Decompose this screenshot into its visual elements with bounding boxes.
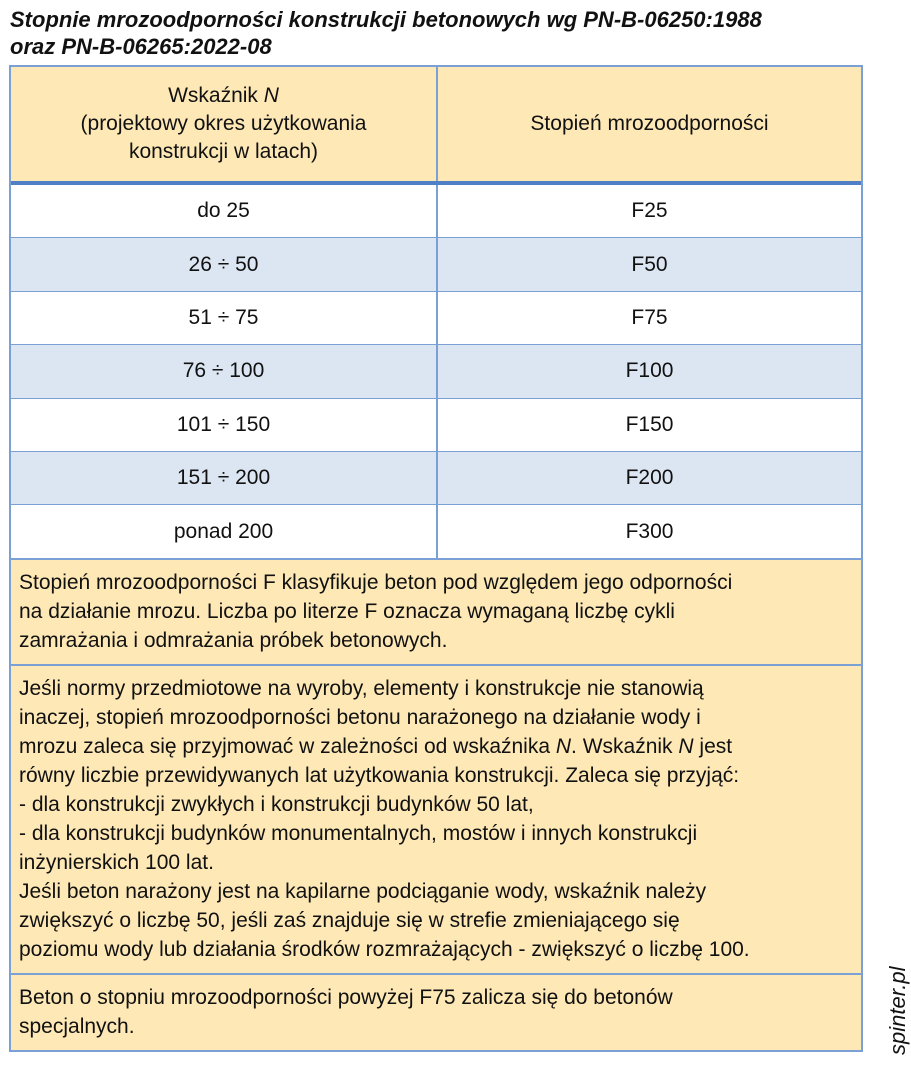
note-text: . Wskaźnik <box>571 734 679 758</box>
brand-watermark: spinter.pl <box>885 966 910 1055</box>
note-line: zamrażania i odmrażania próbek betonowych. <box>19 628 448 652</box>
row-indicator-cell: 151 ÷ 200 <box>11 452 438 504</box>
note-line: zwiększyć o liczbę 50, jeśli zaś znajduje się w strefie zmieniającego się <box>19 908 680 932</box>
table-row <box>11 185 861 237</box>
note-frost-grade-definition <box>11 558 861 664</box>
header-indicator-desc-2: konstrukcji w latach) <box>128 140 319 163</box>
note-variable: N <box>678 734 694 758</box>
note-line: Jeśli beton narażony jest na kapilarne podciąganie wody, wskaźnik należy <box>19 879 707 903</box>
row-indicator-cell: 26 ÷ 50 <box>11 238 438 290</box>
table-header <box>11 67 861 185</box>
note-line: specjalnych. <box>19 1014 135 1038</box>
note-text: jest <box>693 734 733 758</box>
row-grade-cell: F50 <box>631 252 668 276</box>
note-line: Beton o stopniu mrozoodporności powyżej F75 zalicza się do betonów <box>19 985 673 1009</box>
page-title <box>10 6 880 60</box>
header-indicator-variable: N <box>263 84 279 107</box>
row-grade-cell: F75 <box>631 305 668 329</box>
row-indicator-cell: 101 ÷ 150 <box>11 399 438 451</box>
table-row <box>11 398 861 451</box>
row-grade-cell: F25 <box>631 199 668 223</box>
header-indicator-label: Wskaźnik <box>168 84 264 107</box>
note-line <box>19 732 853 761</box>
table-row <box>11 237 861 290</box>
note-variable: N <box>555 734 572 758</box>
note-indicator-guidance <box>11 664 861 973</box>
table-row <box>11 504 861 557</box>
title-line-2: oraz PN-B-06265:2022-08 <box>10 34 272 59</box>
note-special-concrete <box>11 973 861 1050</box>
note-line: na działanie mrozu. Liczba po literze F oznacza wymaganą liczbę cykli <box>19 599 675 623</box>
note-line: Jeśli normy przedmiotowe na wyroby, elementy i konstrukcje nie stanowią <box>19 676 704 700</box>
note-text: mrozu zaleca się przyjmować w zależności od wskaźnika <box>19 734 556 758</box>
row-grade-cell: F100 <box>625 359 674 383</box>
note-line: - dla konstrukcji budynków monumentalnych, mostów i innych konstrukcji <box>19 821 698 845</box>
note-line: inżynierskich 100 lat. <box>19 850 214 874</box>
note-line: - dla konstrukcji zwykłych i konstrukcji budynków 50 lat, <box>19 792 534 816</box>
row-grade-cell: F200 <box>625 466 674 490</box>
note-line: inaczej, stopień mrozoodporności betonu narażonego na działanie wody i <box>19 705 701 729</box>
header-indicator-desc-1: (projektowy okres użytkowania <box>80 112 367 135</box>
row-grade-cell: F300 <box>625 519 674 543</box>
header-frost-grade: Stopień mrozoodporności <box>530 112 769 135</box>
table-row <box>11 344 861 397</box>
row-indicator-cell: 76 ÷ 100 <box>11 345 438 397</box>
row-grade-cell: F150 <box>625 412 674 436</box>
frost-resistance-table <box>9 65 863 1052</box>
row-indicator-cell: 51 ÷ 75 <box>11 292 438 344</box>
title-line-1: Stopnie mrozoodporności konstrukcji betonowych wg PN-B-06250:1988 <box>10 7 762 32</box>
table-row <box>11 451 861 504</box>
note-line: poziomu wody lub działania środków rozmrażających - zwiększyć o liczbę 100. <box>19 937 750 961</box>
note-line: Stopień mrozoodporności F klasyfikuje beton pod względem jego odporności <box>19 570 733 594</box>
note-line: równy liczbie przewidywanych lat użytkowania konstrukcji. Zaleca się przyjąć: <box>19 763 740 787</box>
row-indicator-cell: do 25 <box>11 185 438 237</box>
header-indicator-n <box>11 67 438 181</box>
table-row <box>11 291 861 344</box>
row-indicator-cell: ponad 200 <box>11 505 438 557</box>
